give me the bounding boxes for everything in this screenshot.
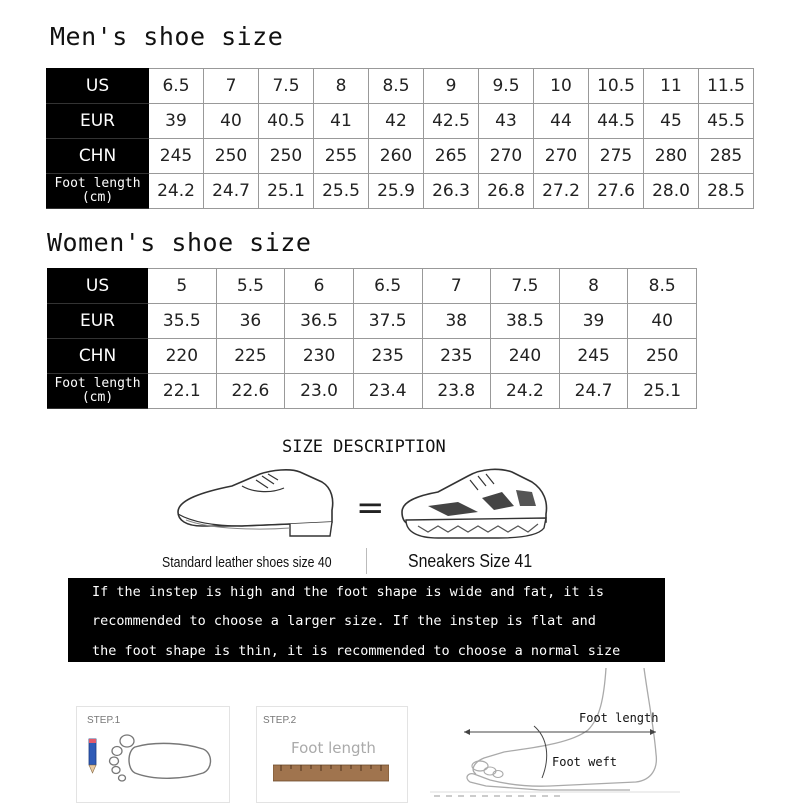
- size-cell: 11: [644, 69, 699, 104]
- ruler-label: Foot length: [291, 739, 376, 757]
- size-row: [48, 339, 697, 374]
- size-cell: 260: [369, 139, 424, 174]
- size-cell: 240: [491, 339, 560, 374]
- size-cell: 5.5: [216, 269, 285, 304]
- size-cell: 7.5: [259, 69, 314, 104]
- size-cell: 270: [479, 139, 534, 174]
- row-header-label: Foot length: [54, 376, 141, 391]
- size-cell: 250: [628, 339, 697, 374]
- size-cell: 250: [204, 139, 259, 174]
- size-cell: 275: [589, 139, 644, 174]
- size-cell: 25.9: [369, 174, 424, 209]
- size-cell: 6.5: [149, 69, 204, 104]
- size-cell: 35.5: [148, 304, 217, 339]
- size-cell: 24.7: [559, 374, 628, 409]
- size-row: [47, 139, 754, 174]
- footprint-icon: [105, 731, 217, 787]
- size-cell: 38: [422, 304, 491, 339]
- size-cell: 5: [148, 269, 217, 304]
- size-cell: 6: [285, 269, 354, 304]
- size-cell: 250: [259, 139, 314, 174]
- size-cell: 42: [369, 104, 424, 139]
- size-cell: 25.1: [628, 374, 697, 409]
- foot-side-icon: [430, 668, 680, 801]
- size-cell: 41: [314, 104, 369, 139]
- womens-size-table: [47, 268, 697, 409]
- size-description-title: SIZE DESCRIPTION: [282, 437, 446, 457]
- sneaker-caption: Sneakers Size 41: [408, 551, 533, 571]
- row-header-label: EUR: [80, 311, 115, 331]
- size-cell: 44: [534, 104, 589, 139]
- size-cell: 8: [559, 269, 628, 304]
- size-cell: 9.5: [479, 69, 534, 104]
- row-header-label: CHN: [78, 346, 117, 366]
- size-cell: 6.5: [353, 269, 422, 304]
- size-cell: 38.5: [491, 304, 560, 339]
- size-cell: 10.5: [589, 69, 644, 104]
- size-cell: 280: [644, 139, 699, 174]
- size-cell: 28.0: [644, 174, 699, 209]
- note-line: recommended to choose a larger size. If the instep is flat and: [92, 613, 596, 629]
- step1-label: STEP.1: [87, 715, 121, 726]
- size-cell: 7.5: [491, 269, 560, 304]
- mens-title: Men's shoe size: [50, 22, 284, 51]
- size-cell: 45.5: [699, 104, 754, 139]
- size-cell: 8.5: [369, 69, 424, 104]
- size-cell: 7: [204, 69, 259, 104]
- size-cell: 26.8: [479, 174, 534, 209]
- size-cell: 42.5: [424, 104, 479, 139]
- pencil-icon: [83, 737, 103, 777]
- size-cell: 10: [534, 69, 589, 104]
- size-cell: 40.5: [259, 104, 314, 139]
- row-header: [47, 174, 149, 209]
- size-cell: 26.3: [424, 174, 479, 209]
- step2-label: STEP.2: [263, 715, 297, 726]
- size-cell: 37.5: [353, 304, 422, 339]
- row-header: [47, 69, 149, 104]
- size-cell: 39: [559, 304, 628, 339]
- equals-sign: =: [356, 488, 385, 528]
- size-cell: 39: [149, 104, 204, 139]
- step1-panel: [76, 706, 230, 803]
- mens-size-table: [46, 68, 754, 209]
- size-cell: 45: [644, 104, 699, 139]
- leather-shoe-icon: [172, 464, 337, 542]
- womens-title: Women's shoe size: [47, 228, 312, 257]
- row-header-label: CHN: [78, 146, 117, 166]
- size-cell: 22.1: [148, 374, 217, 409]
- size-cell: 24.7: [204, 174, 259, 209]
- size-cell: 8.5: [628, 269, 697, 304]
- size-cell: 23.0: [285, 374, 354, 409]
- size-cell: 44.5: [589, 104, 644, 139]
- row-header-unit: (cm): [81, 190, 114, 205]
- size-cell: 11.5: [699, 69, 754, 104]
- size-row: [48, 304, 697, 339]
- size-row: [47, 69, 754, 104]
- size-row: [48, 374, 697, 409]
- size-cell: 8: [314, 69, 369, 104]
- size-cell: 245: [149, 139, 204, 174]
- size-cell: 24.2: [491, 374, 560, 409]
- size-cell: 9: [424, 69, 479, 104]
- size-cell: 25.1: [259, 174, 314, 209]
- size-cell: 23.4: [353, 374, 422, 409]
- foot-length-label: Foot length: [579, 711, 659, 725]
- row-header-label: US: [85, 76, 110, 96]
- size-cell: 270: [534, 139, 589, 174]
- caption-divider: [366, 548, 367, 574]
- size-cell: 24.2: [149, 174, 204, 209]
- size-cell: 235: [422, 339, 491, 374]
- size-cell: 255: [314, 139, 369, 174]
- leather-shoe-caption: Standard leather shoes size 40: [162, 554, 332, 571]
- size-cell: 40: [204, 104, 259, 139]
- row-header-label: EUR: [80, 111, 115, 131]
- size-cell: 27.2: [534, 174, 589, 209]
- row-header: [48, 374, 148, 409]
- row-header-unit: (cm): [81, 390, 114, 405]
- row-header: [47, 104, 149, 139]
- size-row: [47, 104, 754, 139]
- row-header: [48, 339, 148, 374]
- note-line: the foot shape is thin, it is recommended to choose a normal size: [92, 643, 621, 659]
- size-cell: 36: [216, 304, 285, 339]
- size-cell: 28.5: [699, 174, 754, 209]
- size-cell: 245: [559, 339, 628, 374]
- note-line: If the instep is high and the foot shape is wide and fat, it is: [92, 584, 605, 600]
- size-cell: 7: [422, 269, 491, 304]
- row-header-label: Foot length: [54, 176, 141, 191]
- size-cell: 43: [479, 104, 534, 139]
- step2-panel: [256, 706, 408, 803]
- size-cell: 265: [424, 139, 479, 174]
- size-cell: 285: [699, 139, 754, 174]
- row-header: [48, 304, 148, 339]
- row-header-label: US: [85, 276, 110, 296]
- sneaker-icon: [398, 462, 550, 544]
- size-cell: 220: [148, 339, 217, 374]
- fit-recommendation-box: [68, 578, 665, 662]
- ruler-icon: [273, 763, 389, 783]
- size-cell: 36.5: [285, 304, 354, 339]
- size-cell: 27.6: [589, 174, 644, 209]
- row-header: [47, 139, 149, 174]
- size-cell: 25.5: [314, 174, 369, 209]
- size-row: [48, 269, 697, 304]
- size-cell: 22.6: [216, 374, 285, 409]
- size-cell: 23.8: [422, 374, 491, 409]
- row-header: [48, 269, 148, 304]
- size-row: [47, 174, 754, 209]
- size-cell: 235: [353, 339, 422, 374]
- size-cell: 225: [216, 339, 285, 374]
- size-cell: 40: [628, 304, 697, 339]
- size-cell: 230: [285, 339, 354, 374]
- foot-weft-label: Foot weft: [552, 755, 618, 769]
